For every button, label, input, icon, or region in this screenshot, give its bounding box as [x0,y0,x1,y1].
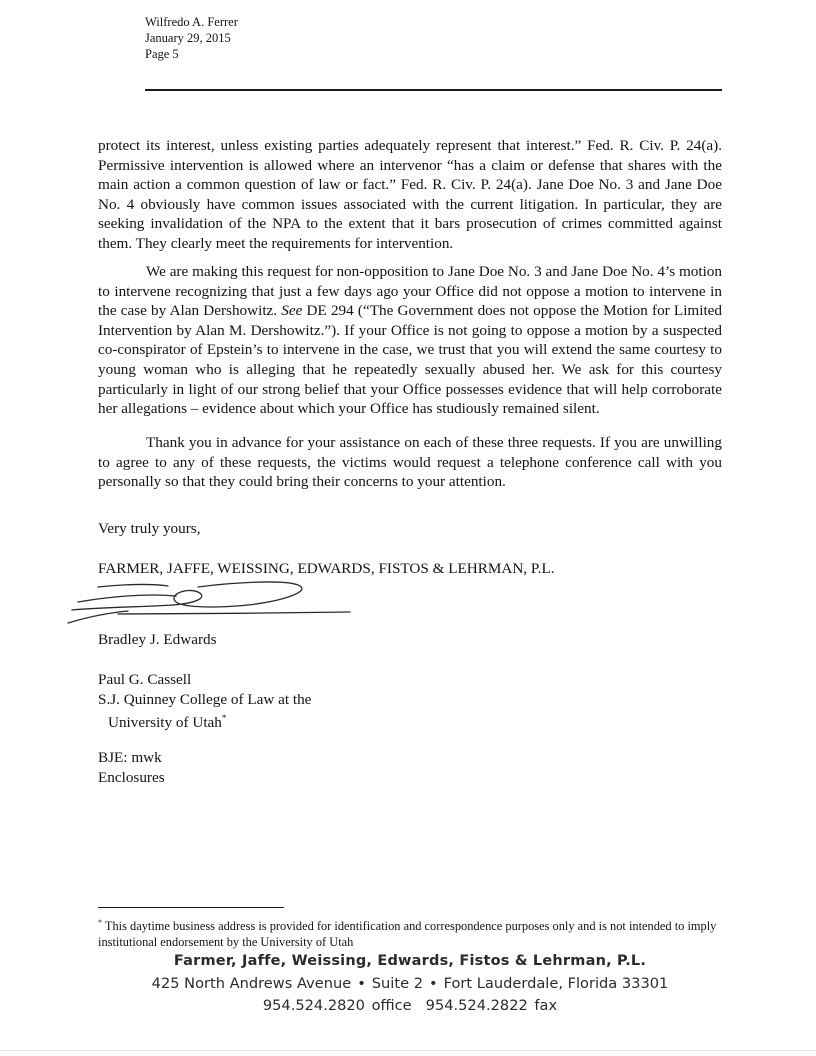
header-date: January 29, 2015 [145,31,231,45]
letterhead-fax-phone: 954.524.2822 fax [425,997,558,1014]
bullet-separator: • [429,975,438,992]
footnote-rule [98,907,284,908]
citation-signal: See [281,302,303,320]
signer-name: Bradley J. Edwards [98,631,217,648]
typist-initials-block [98,748,165,787]
cosigner-affiliation-line2 [98,709,311,733]
letterhead-street: 425 North Andrews Avenue [151,975,352,992]
letterhead-phones [98,997,722,1014]
scan-bottom-edge [0,1050,816,1051]
typist-initials: BJE: mwk [98,749,162,766]
letterhead-suite: Suite 2 [371,975,423,992]
header-rule [145,89,722,91]
footnote [98,915,722,950]
paragraph-text [98,262,722,419]
header-recipient: Wilfredo A. Ferrer [145,15,238,29]
footnote-mark: * [98,918,102,927]
handwritten-signature [58,577,358,627]
firm-signature-line: FARMER, JAFFE, WEISSING, EDWARDS, FISTOS & LEHRMAN, P.L. [98,560,555,577]
paragraph-text: Thank you in advance for your assistance on each of these three requests. If you are unwilling to agree to any of these requests, the victims would request a telephone conference call with you personally so that they could bring their concerns to your attention. [98,434,722,491]
letterhead-address [98,975,722,992]
letterhead-office-phone: 954.524.2820 office [262,997,412,1014]
cosigner-affiliation-line1: S.J. Quinney College of Law at the [98,690,312,708]
cosigner-affiliation-text: University of Utah [108,714,222,732]
letterhead-city: Fort Lauderdale, Florida 33301 [443,975,669,992]
cosigner-block [98,670,311,733]
paragraph-text: protect its interest, unless existing parties adequately represent that interest.” Fed. R. Civ. P. 24(a). Permissive intervention is allowed where an intervenor “has a claim or defense that shares with the main action a common question of law or fact.” Fed. R. Civ. P. 24(a). Jane Doe No. 3 and Jane Doe No. 4 obviously have common issues associated with the current litigation. In particular, they are seeking invalidation of the NPA to the extent that it bars prosecution of crimes committed against them. They clearly meet the requirements for intervention. [98,137,722,252]
page-header [145,14,238,62]
header-page-number: Page 5 [145,47,179,61]
footnote-text: This daytime business address is provided for identification and correspondence purposes only and is not intended to imply institutional endorsement by the University of Utah [98,919,717,949]
body-paragraph-1 [98,136,722,254]
footnote-reference-mark: * [221,713,227,724]
paragraph-text-part: DE 294 (“The Government does not oppose the Motion for Limited Intervention by Alan M. Dershowitz.”). If your Office is not going to oppose a motion by a suspected co-conspirator of Epstein’s to intervene in the case, we trust that you will extend the same courtesy to young woman who is alleging that he repeatedly sexually abused her. We ask for this courtesy particularly in light of our strong belief that your Office possesses evidence that will help corroborate her allegations – evidence about which your Office has studiously remained silent. [98,302,722,418]
enclosures-note: Enclosures [98,768,165,786]
letterhead-firm-name: Farmer, Jaffe, Weissing, Edwards, Fistos & Lehrman, P.L. [173,953,647,969]
closing-salutation: Very truly yours, [98,520,201,537]
cosigner-name: Paul G. Cassell [98,671,192,688]
paragraph-text-part: We are making this request for non-opposition to Jane Doe No. 3 and Jane Doe No. 4’s motion to intervene recognizing that just a few days ago your Office did not oppose a motion to intervene in the case by Alan Dershowitz. [98,263,722,320]
body-paragraph-2 [98,262,722,419]
body-paragraph-3 [98,433,722,492]
bullet-separator: • [357,975,366,992]
